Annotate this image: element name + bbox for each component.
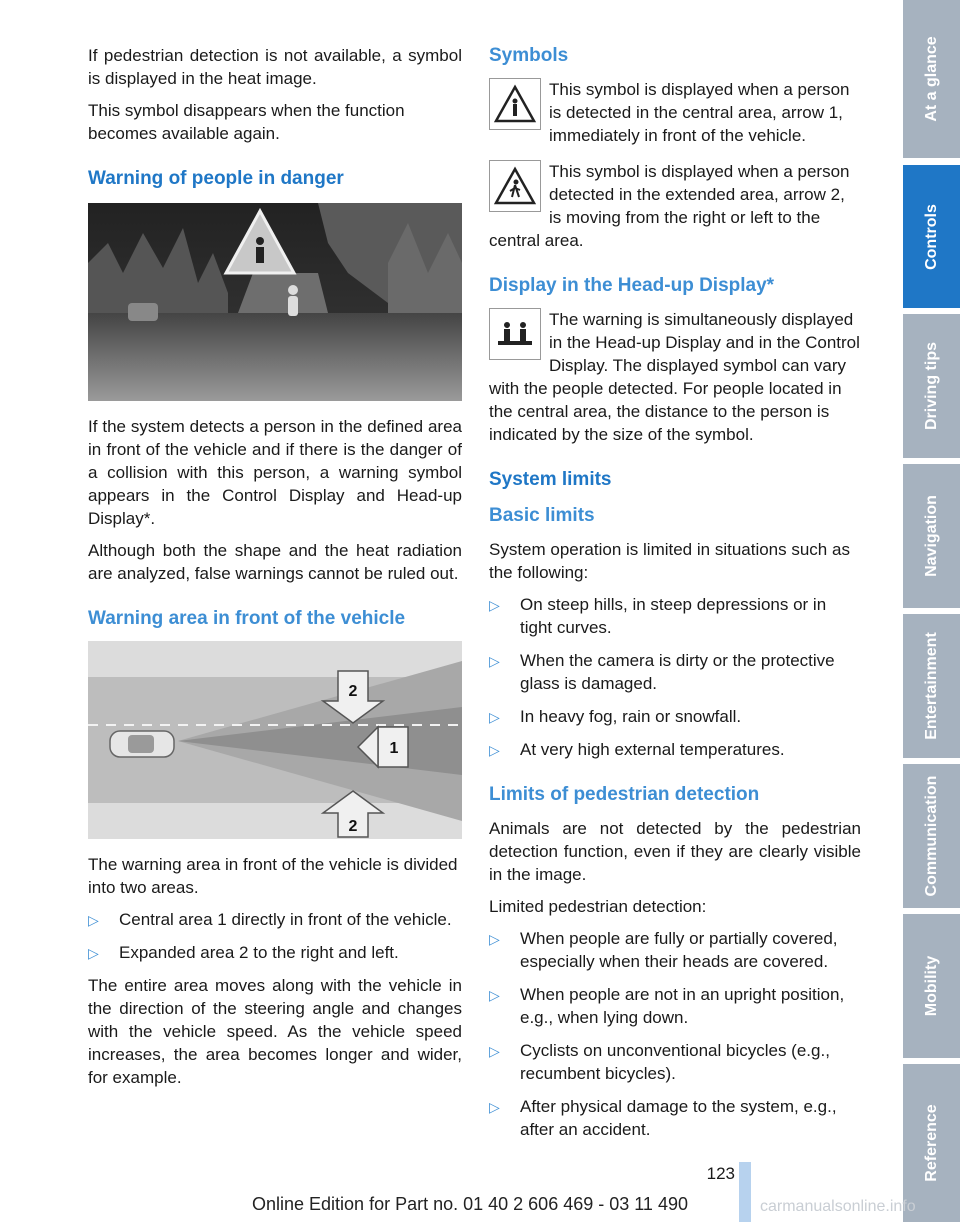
heat-image-illustration	[88, 203, 462, 401]
tab-at-a-glance[interactable]: At a glance	[903, 0, 960, 158]
bullet-triangle-icon: ▷	[88, 912, 99, 928]
paragraph-animals: Animals are not detected by the pedestrian detection function, even if they are clearly visible in the image.	[489, 819, 861, 884]
tab-reference[interactable]: Reference	[903, 1064, 960, 1222]
tab-mobility[interactable]: Mobility	[903, 914, 960, 1058]
bullet-triangle-icon: ▷	[489, 987, 500, 1003]
heading-warning-area: Warning area in front of the vehicle	[88, 608, 406, 629]
list-item: ▷ On steep hills, in steep depressions or in tight curves.	[489, 595, 827, 637]
bullet-triangle-icon: ▷	[489, 653, 500, 669]
list-item: ▷ Expanded area 2 to the right and left.	[88, 941, 462, 964]
warning-area-diagram	[88, 641, 462, 839]
tab-communication[interactable]: Communication	[903, 764, 960, 908]
page-number: 123	[706, 1164, 735, 1183]
heading-ped-limits: Limits of pedestrian detection	[489, 784, 760, 805]
tab-controls[interactable]: Controls	[903, 165, 960, 308]
paragraph-symbol-info: If pedestrian detection is not available, a symbol is displayed in the heat image.	[88, 46, 462, 88]
diagram-label-lower: 2	[348, 818, 358, 835]
list-basic-limits	[489, 593, 861, 761]
list-item: ▷ Cyclists on unconventional bicycles (e.g., recumbent bicycles).	[489, 1041, 830, 1083]
watermark: carmanualsonline.info	[760, 1198, 916, 1215]
bullet-triangle-icon: ▷	[489, 709, 500, 725]
symbol-central-text: This symbol is displayed when a person is detected in the central area, arrow 1, immediately in front of the vehicle.	[549, 80, 850, 145]
symbol-extended	[489, 160, 861, 252]
bullet-triangle-icon: ▷	[489, 742, 500, 758]
list-item: ▷ When people are not in an upright position, e.g., when lying down.	[489, 985, 845, 1027]
paragraph-detection: If the system detects a person in the defined area in front of the vehicle and if there is the danger of a collision with this person, a warning symbol appears in the Control Display and Head-up Display*.	[88, 417, 462, 528]
pedestrian-warning-central-icon	[489, 78, 541, 130]
list-item: ▷ Central area 1 directly in front of the vehicle.	[88, 908, 462, 931]
right-column	[489, 44, 861, 1151]
diagram-label-upper: 2	[348, 683, 358, 700]
paragraph-limited-detection: Limited pedestrian detection:	[489, 897, 707, 916]
diagram-label-center: 1	[389, 740, 399, 757]
heading-basic-limits: Basic limits	[489, 505, 595, 526]
hud-text: The warning is simultaneously displayed in the Head-up Display and in the Control Display. The displayed symbol can vary with the people detected. For people located in the central area, the distance to the person is indicated by the size of the symbol.	[489, 310, 860, 444]
heading-symbols: Symbols	[489, 45, 569, 66]
pedestrian-warning-extended-icon	[489, 160, 541, 212]
left-column	[88, 44, 462, 1098]
bullet-triangle-icon: ▷	[489, 597, 500, 613]
tab-entertainment[interactable]: Entertainment	[903, 614, 960, 758]
page-number-bar	[739, 1162, 751, 1222]
list-item: ▷ In heavy fog, rain or snowfall.	[489, 705, 861, 728]
list-item: ▷ When the camera is dirty or the protective glass is damaged.	[489, 651, 835, 693]
tab-driving-tips[interactable]: Driving tips	[903, 314, 960, 458]
list-ped-limits	[489, 927, 861, 1141]
bullet-triangle-icon: ▷	[88, 945, 99, 961]
paragraph-basic-intro: System operation is limited in situations such as the following:	[489, 540, 850, 582]
tab-navigation[interactable]: Navigation	[903, 464, 960, 608]
heading-system-limits: System limits	[489, 469, 612, 490]
symbol-central	[489, 78, 861, 150]
list-item: ▷ At very high external temperatures.	[489, 738, 861, 761]
bullet-triangle-icon: ▷	[489, 931, 500, 947]
hud-block	[489, 308, 861, 446]
hud-people-icon	[489, 308, 541, 360]
symbol-extended-text: This symbol is displayed when a person detected in the extended area, arrow 2, is moving from the right or left to the central area.	[489, 162, 850, 250]
paragraph-two-areas: The warning area in front of the vehicle is divided into two areas.	[88, 855, 458, 897]
edition-footer: Online Edition for Part no. 01 40 2 606 469 - 03 11 490	[252, 1194, 688, 1214]
bullet-triangle-icon: ▷	[489, 1099, 500, 1115]
list-areas	[88, 908, 462, 964]
paragraph-area-moves: The entire area moves along with the vehicle in the direction of the steering angle and changes with the vehicle speed. As the vehicle speed increases, the area becomes longer and wider, for example.	[88, 976, 462, 1087]
heading-hud: Display in the Head-up Display*	[489, 275, 775, 296]
list-item: ▷ After physical damage to the system, e.g., after an accident.	[489, 1097, 837, 1139]
paragraph-symbol-disappears: This symbol disappears when the function becomes available again.	[88, 101, 405, 143]
chapter-sidebar	[903, 0, 960, 1222]
heading-warning-people: Warning of people in danger	[88, 168, 344, 189]
paragraph-false-warnings: Although both the shape and the heat radiation are analyzed, false warnings cannot be ruled out.	[88, 541, 462, 583]
bullet-triangle-icon: ▷	[489, 1043, 500, 1059]
list-item: ▷ When people are fully or partially covered, especially when their heads are covered.	[489, 929, 838, 971]
